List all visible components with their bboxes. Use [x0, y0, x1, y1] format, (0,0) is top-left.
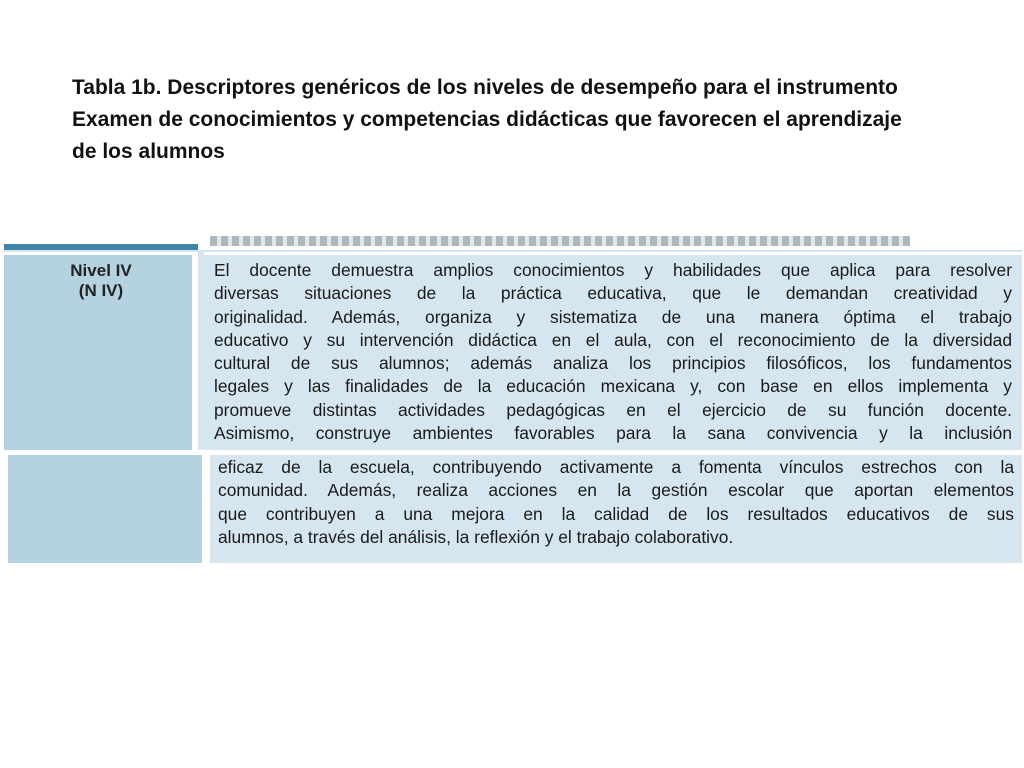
descriptor-cell [204, 252, 1022, 450]
descriptor-line: Asimismo, construye ambientes favorables para la sana convivencia y la inclusión [214, 423, 1012, 444]
descriptor-line: que contribuyen a una mejora en la calidad de los resultados educativos de sus [218, 503, 1014, 524]
level-name: Nivel IV [70, 261, 132, 280]
cropped-header-left-cell [4, 244, 198, 250]
descriptor-text-part2 [218, 456, 1014, 549]
descriptor-line: educativo y su intervención didáctica en el aula, con el reconocimiento de la diversidad [214, 329, 1012, 350]
descriptor-line: alumnos, a través del análisis, la reflexión y el trabajo colaborativo. [218, 526, 734, 547]
descriptor-cell-continuation [210, 455, 1022, 563]
level-abbreviation: (N IV) [78, 281, 124, 300]
descriptor-text-part1 [214, 259, 1012, 445]
cell-divider [202, 455, 210, 563]
performance-levels-table-continuation [8, 455, 1022, 563]
descriptor-line: El docente demuestra amplios conocimientos y habilidades que aplica para resolver [214, 260, 1012, 280]
descriptor-line: comunidad. Además, realiza acciones en la gestión escolar que aportan elementos [218, 480, 1014, 501]
descriptor-line: originalidad. Además, organiza y sistematiza de una manera óptima el trabajo [214, 306, 1012, 327]
slide-title: Tabla 1b. Descriptores genéricos de los niveles de desempeño para el instrumento Examen de conocimientos y competencias didácticas que favorecen el aprendizaje de los alumnos [72, 76, 902, 163]
cropped-header-text-fragment [210, 236, 910, 246]
level-label [4, 261, 198, 301]
level-cell-continuation [8, 455, 202, 563]
descriptor-line: cultural de sus alumnos; además analiza los principios filosóficos, los fundamentos [214, 353, 1012, 374]
descriptor-line: diversas situaciones de la práctica educativa, que le demandan creatividad y [214, 283, 1012, 304]
descriptor-line: promueve distintas actividades pedagógicas en el ejercicio de su función docente. [214, 399, 1012, 420]
descriptor-line: legales y las finalidades de la educación mexicana y, con base en ellos implementa y [214, 376, 1012, 397]
descriptor-line: eficaz de la escuela, contribuyendo activamente a fomenta vínculos estrechos con la [218, 457, 1014, 477]
level-cell [4, 252, 198, 450]
cropped-header-row [4, 236, 1022, 250]
performance-levels-table-top [4, 236, 1022, 450]
